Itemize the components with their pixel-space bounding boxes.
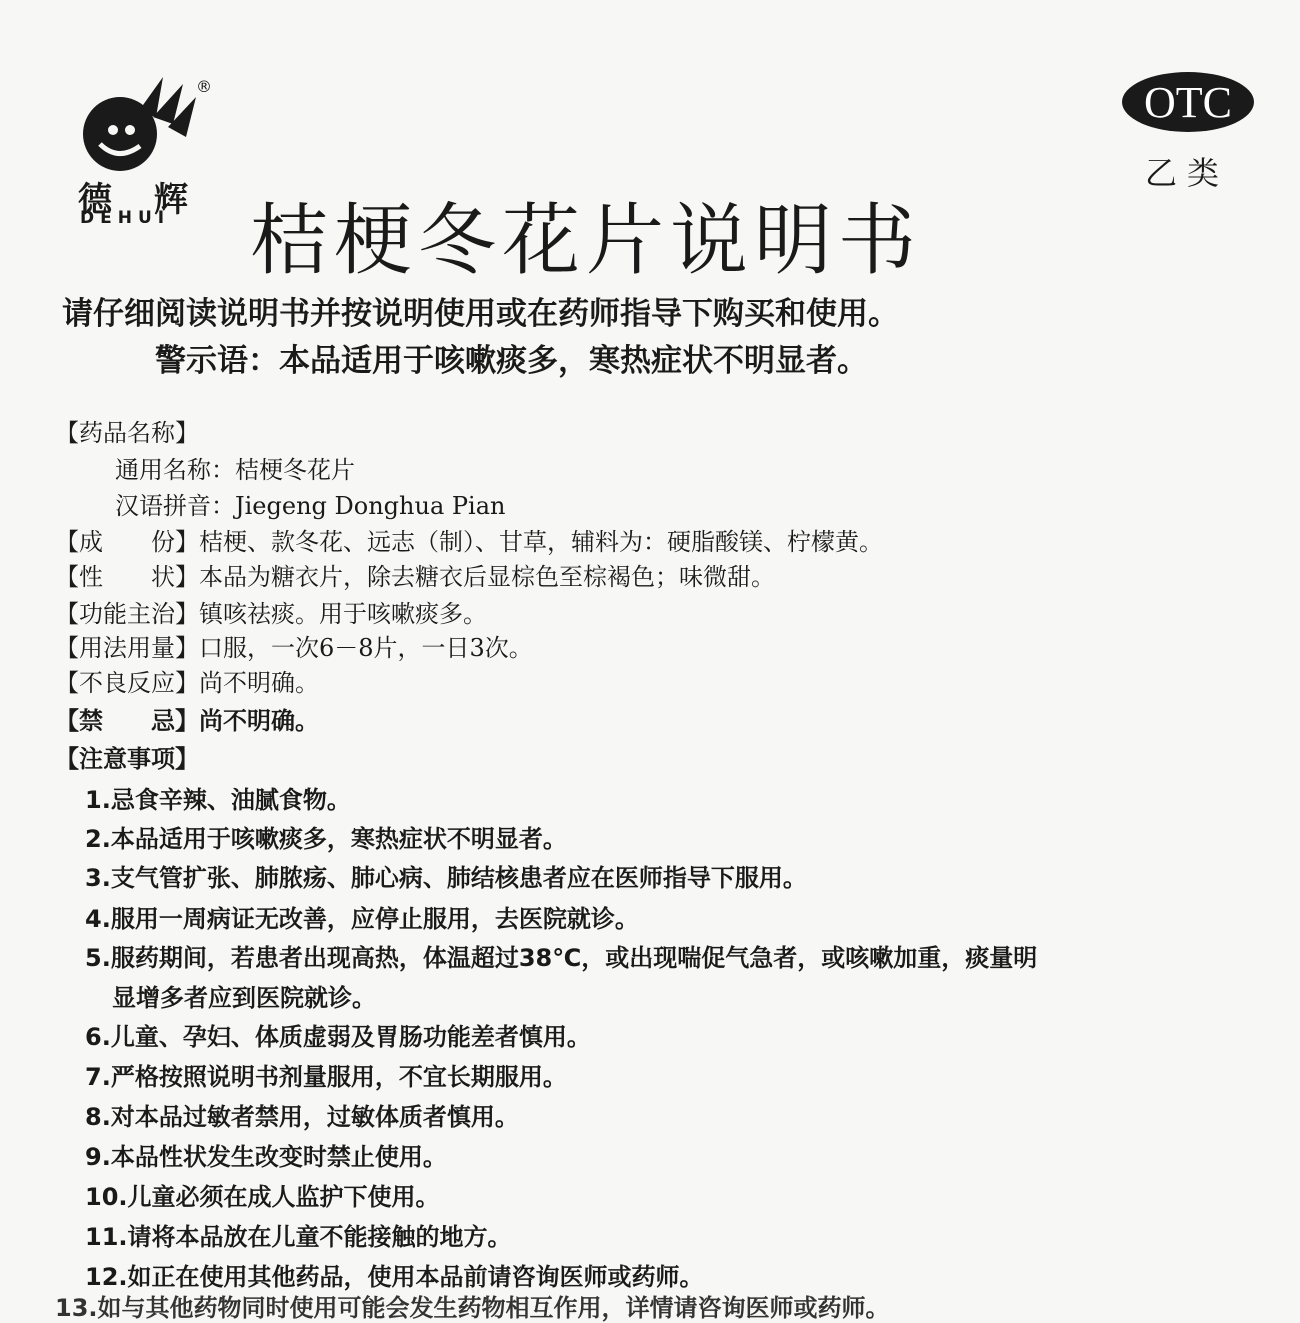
logo-english-name: DEHUI (80, 208, 171, 228)
precaution-item: 10.儿童必须在成人监护下使用。 (85, 1183, 440, 1211)
precaution-item: 5.服药期间，若患者出现高热，体温超过38℃，或出现喘促气急者，或咳嗽加重，痰量明 (85, 944, 1038, 972)
indications: 【功能主治】镇咳祛痰。用于咳嗽痰多。 (55, 600, 487, 628)
precaution-item: 12.如正在使用其他药品，使用本品前请咨询医师或药师。 (85, 1263, 704, 1291)
properties: 【性 状】本品为糖衣片，除去糖衣后显棕色至棕褐色；味微甜。 (55, 563, 775, 591)
registered-mark: ® (196, 77, 212, 96)
generic-name: 通用名称：桔梗冬花片 (115, 456, 355, 484)
precaution-item-continued: 显增多者应到医院就诊。 (112, 984, 376, 1012)
document-title: 桔梗冬花片说明书 (250, 196, 923, 286)
cut-off-line: 13.如与其他药物同时使用可能会发生药物相互作用，详情请咨询医师或药师。 (55, 1294, 890, 1322)
precaution-item: 8.对本品过敏者禁用，过敏体质者慎用。 (85, 1103, 519, 1131)
otc-badge: OTC (1122, 72, 1254, 132)
precaution-item: 3.支气管扩张、肺脓疡、肺心病、肺结核患者应在医师指导下服用。 (85, 864, 807, 892)
precaution-item: 6.儿童、孕妇、体质虚弱及胃肠功能差者慎用。 (85, 1023, 591, 1051)
otc-class: 乙类 (1145, 154, 1230, 192)
logo-chinese-name: 德 辉 (78, 180, 188, 220)
ingredients: 【成 份】桔梗、款冬花、远志（制）、甘草，辅料为：硬脂酸镁、柠檬黄。 (55, 528, 883, 556)
instruction-banner: 请仔细阅读说明书并按说明使用或在药师指导下购买和使用。 (62, 296, 899, 332)
contraindications: 【禁 忌】尚不明确。 (55, 707, 319, 735)
adverse-reactions: 【不良反应】尚不明确。 (55, 669, 319, 697)
precaution-item: 7.严格按照说明书剂量服用，不宜长期服用。 (85, 1063, 567, 1091)
precaution-item: 9.本品性状发生改变时禁止使用。 (85, 1143, 447, 1171)
dosage: 【用法用量】口服，一次6－8片，一日3次。 (55, 634, 533, 662)
precautions-label: 【注意事项】 (55, 745, 199, 773)
precaution-item: 4.服用一周病证无改善，应停止服用，去医院就诊。 (85, 905, 639, 933)
drug-name-label: 【药品名称】 (55, 419, 199, 447)
precaution-item: 11.请将本品放在儿童不能接触的地方。 (85, 1223, 512, 1251)
pinyin-name: 汉语拼音：Jiegeng Donghua Pian (115, 492, 506, 520)
precaution-item: 2.本品适用于咳嗽痰多，寒热症状不明显者。 (85, 825, 567, 853)
warning-banner: 警示语：本品适用于咳嗽痰多，寒热症状不明显者。 (155, 343, 868, 379)
precaution-item: 1.忌食辛辣、油腻食物。 (85, 786, 351, 814)
